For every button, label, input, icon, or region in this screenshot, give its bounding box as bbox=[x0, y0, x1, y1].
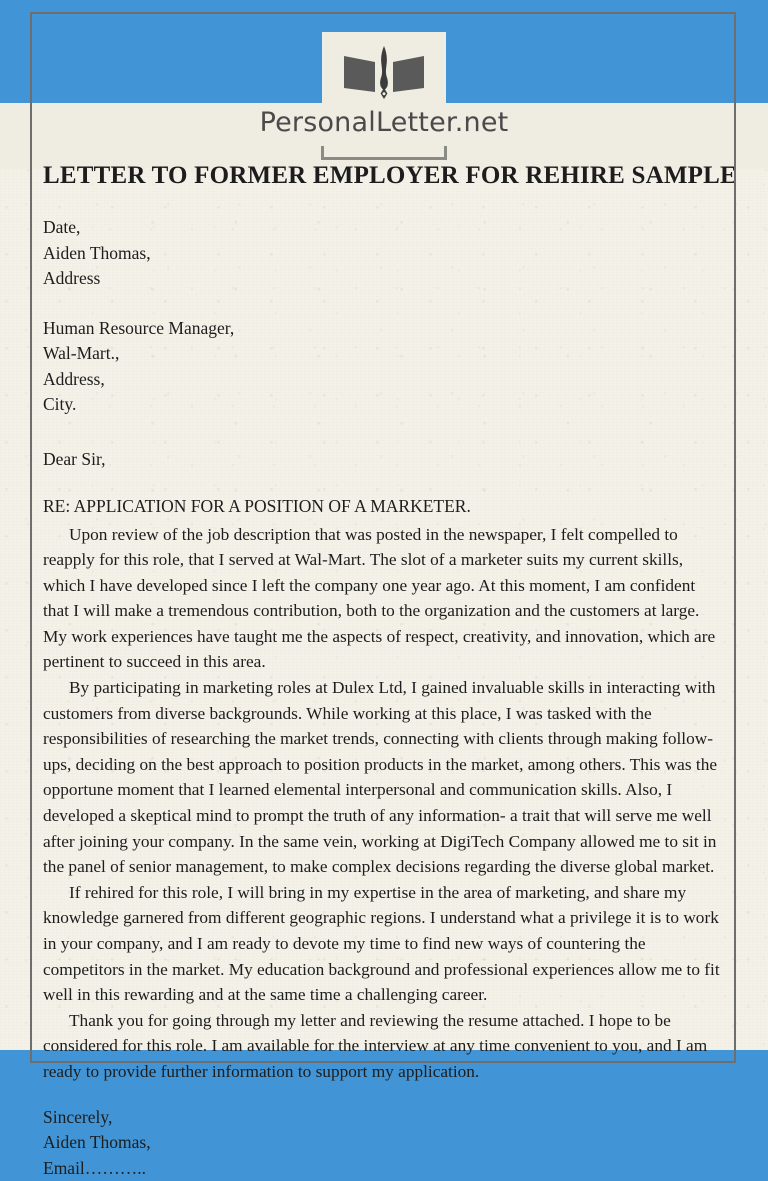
salutation: Dear Sir, bbox=[43, 448, 106, 469]
brand-text-row bbox=[0, 103, 768, 143]
letter-paragraph: Thank you for going through my letter and reviewing the resume attached. I hope to be considered for this role. I am available for the interview at any time convenient to you, and I am ready to provide further information to support my application. bbox=[43, 1010, 708, 1081]
closing-line: Sincerely, bbox=[43, 1106, 113, 1127]
recipient-line: Human Resource Manager, bbox=[43, 317, 235, 338]
sender-line: Address bbox=[43, 268, 101, 288]
subject-line: RE: APPLICATION FOR A POSITION OF A MARKETER. bbox=[43, 496, 471, 516]
recipient-line: Wal-Mart., bbox=[43, 343, 120, 363]
closing-line: Aiden Thomas, bbox=[43, 1132, 151, 1153]
closing-block bbox=[43, 1105, 725, 1181]
site-logo-header bbox=[0, 32, 768, 169]
recipient-line: Address, bbox=[43, 368, 105, 389]
brand-underline-bracket-icon bbox=[321, 146, 447, 160]
letter-paragraph: If rehired for this role, I will bring in my expertise in the area of marketing, and share my knowledge garnered from different geographic regions. I understand what a privilege it is to work in your company, and I am ready to devote my time to find new ways of countering the competitors in the market. My education background and professional experiences allow me to fit well in this rewarding and at the same time a challenging career. bbox=[43, 882, 720, 1005]
brand-name: PersonalLetter.net bbox=[259, 107, 509, 138]
logo-mark-container bbox=[322, 32, 446, 103]
letter-paragraph: By participating in marketing roles at Dulex Ltd, I gained invaluable skills in interacting with customers from diverse backgrounds. While working at this place, I was tasked with the responsibilities of researching the market trends, connecting with clients through making follow-ups, deciding on the best approach to position products in the market, among others. This was the opportune moment that I learned elemental interpersonal and communication skills. Also, I developed a skeptical mind to prompt the truth of any information- a trait that will serve me well after joining your company. In the same vein, working at DigiTech Company allowed me to sit in the panel of senior management, to make complex decisions regarding the diverse global market. bbox=[43, 678, 718, 877]
sender-line: Aiden Thomas, bbox=[43, 242, 151, 263]
sender-address-block bbox=[43, 215, 725, 292]
closing-line: Email……….. bbox=[43, 1157, 147, 1178]
page-title: LETTER TO FORMER EMPLOYER FOR REHIRE SAMPLE bbox=[43, 162, 737, 189]
letter-paragraph: Upon review of the job description that was posted in the newspaper, I felt compelled to reapply for this role, that I served at Wal-Mart. The slot of a marketer suits my current skills, which I have developed since I left the company one year ago. At this moment, I am confident that I will make a tremendous contribution, both to the organization and the customers at large. My work experiences have taught me the aspects of respect, creativity, and innovation, which are pertinent to succeed in this area. bbox=[43, 524, 716, 672]
sender-line: Date, bbox=[43, 217, 81, 237]
quill-pen-and-open-book-icon bbox=[322, 44, 446, 100]
recipient-line: City. bbox=[43, 394, 77, 414]
recipient-address-block bbox=[43, 316, 725, 418]
letter-body bbox=[0, 162, 768, 1181]
